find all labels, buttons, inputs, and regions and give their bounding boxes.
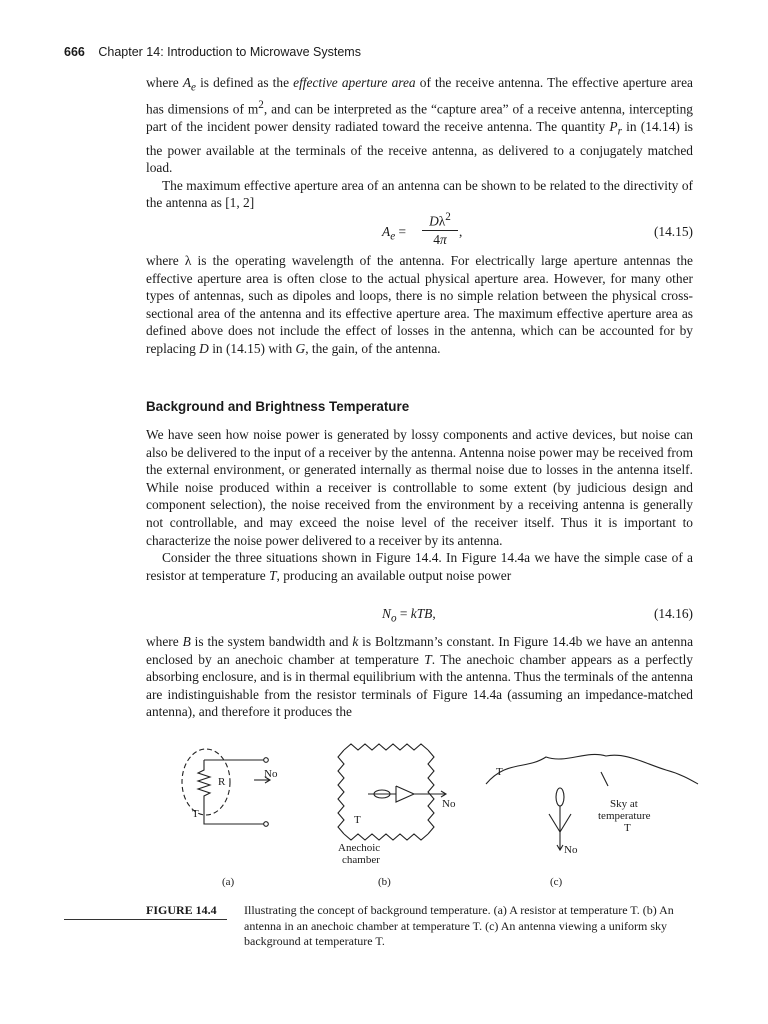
- label-sky: Sky at: [610, 798, 638, 810]
- page-header: [64, 45, 361, 59]
- paragraph: The maximum effective aperture area of an antenna can be shown to be related to the directivity of the antenna as [1, 2]: [146, 177, 693, 211]
- equation-number: (14.15): [653, 224, 693, 239]
- chapter-title: Chapter 14: Introduction to Microwave Systems: [98, 45, 361, 59]
- figure-14-4: [146, 742, 706, 902]
- paragraph: Consider the three situations shown in Figure 14.4. In Figure 14.4a we have the simple case of a resistor at temperature T, producing an available output noise power: [146, 550, 693, 583]
- label-T: T: [354, 814, 361, 826]
- paragraph: where B is the system bandwidth and k is Boltzmann’s constant. In Figure 14.4b we have an antenna enclosed by an anechoic chamber at temperature T. The anechoic chamber appears as a perfectly absorbing enclosure, and is in thermal equilibrium with the antenna. Thus the terminals of the antenna are indistinguishable from the resistor terminals of Figure 14.4a (assuming an impedance-matched antenna), and therefore it produces the: [146, 634, 694, 720]
- label-temperature: temperature: [598, 810, 651, 822]
- label-R: R: [218, 776, 226, 788]
- paragraph-block-3: [146, 426, 693, 584]
- panel-label: (a): [222, 876, 235, 888]
- equation-14-16: $N_o$ = kTB, (14.16): [382, 606, 693, 625]
- label-No: No: [564, 844, 578, 856]
- label-No: No: [442, 798, 456, 810]
- paragraph: where λ is the operating wavelength of the antenna. For electrically large aperture antennas the effective aperture area is often close to the actual physical aperture area. However, for many other types of antennas, such as dipoles and loops, there is no simple relation between the physical cross-sectional area of the antenna and its effective aperture area. The maximum effective aperture area as defined above does not include the effect of losses in the antenna, which can be accounted for by replacing D in (14.15) with G, the gain, of the antenna.: [146, 253, 693, 356]
- label-T: T: [192, 808, 199, 820]
- label-T: T: [496, 766, 503, 778]
- equation-number: (14.16): [653, 606, 693, 621]
- paragraph-block-2: [146, 252, 693, 358]
- label-anechoic: Anechoic: [338, 842, 381, 854]
- label-T: T: [624, 822, 631, 834]
- paragraph-block-1: [146, 74, 693, 212]
- page-number: 666: [64, 45, 85, 59]
- figure-caption: [146, 903, 693, 950]
- caption-text: Illustrating the concept of background temperature. (a) A resistor at temperature T. (b) An antenna in an anechoic chamber at temperature T. (c) An antenna viewing a uniform sky background at temperature T.: [244, 903, 674, 948]
- paragraph: We have seen how noise power is generated by lossy components and active devices, but noise can also be delivered to the input of a receiver by the antenna. Antenna noise power may be received from the external environment, or generated internally as thermal noise due to losses in the antenna itself. While noise produced within a receiver is controllable to some extent (by judicious design and component selection), the noise received from the environment by a receiving antenna is generally not controllable, and may exceed the noise level of the receiver itself. Thus it is important to characterize the noise power delivered to a receiver by its antenna.: [146, 427, 693, 548]
- equation-14-15: $A_e$ = $D\lambda^2$ 4π , (14.15): [382, 211, 693, 247]
- panel-label: (c): [550, 876, 563, 888]
- caption-label: FIGURE 14.4: [146, 903, 217, 917]
- section-heading: Background and Brightness Temperature: [146, 399, 410, 414]
- label-chamber: chamber: [342, 854, 380, 866]
- paragraph: where $A_e$ is defined as the effective aperture area of the receive antenna. The effective aperture area has dimensions of $m^2$, and can be interpreted as the “capture area” of a receive antenna, intercepting part of the incident power density radiated toward the receive antenna. The quantity $P_r$ in (14.14) is the power available at the terminals of the receive antenna, as delivered to a conjugately matched load.: [146, 75, 694, 176]
- label-No: No: [264, 768, 278, 780]
- paragraph-block-4: [146, 633, 693, 721]
- panel-label: (b): [378, 876, 391, 888]
